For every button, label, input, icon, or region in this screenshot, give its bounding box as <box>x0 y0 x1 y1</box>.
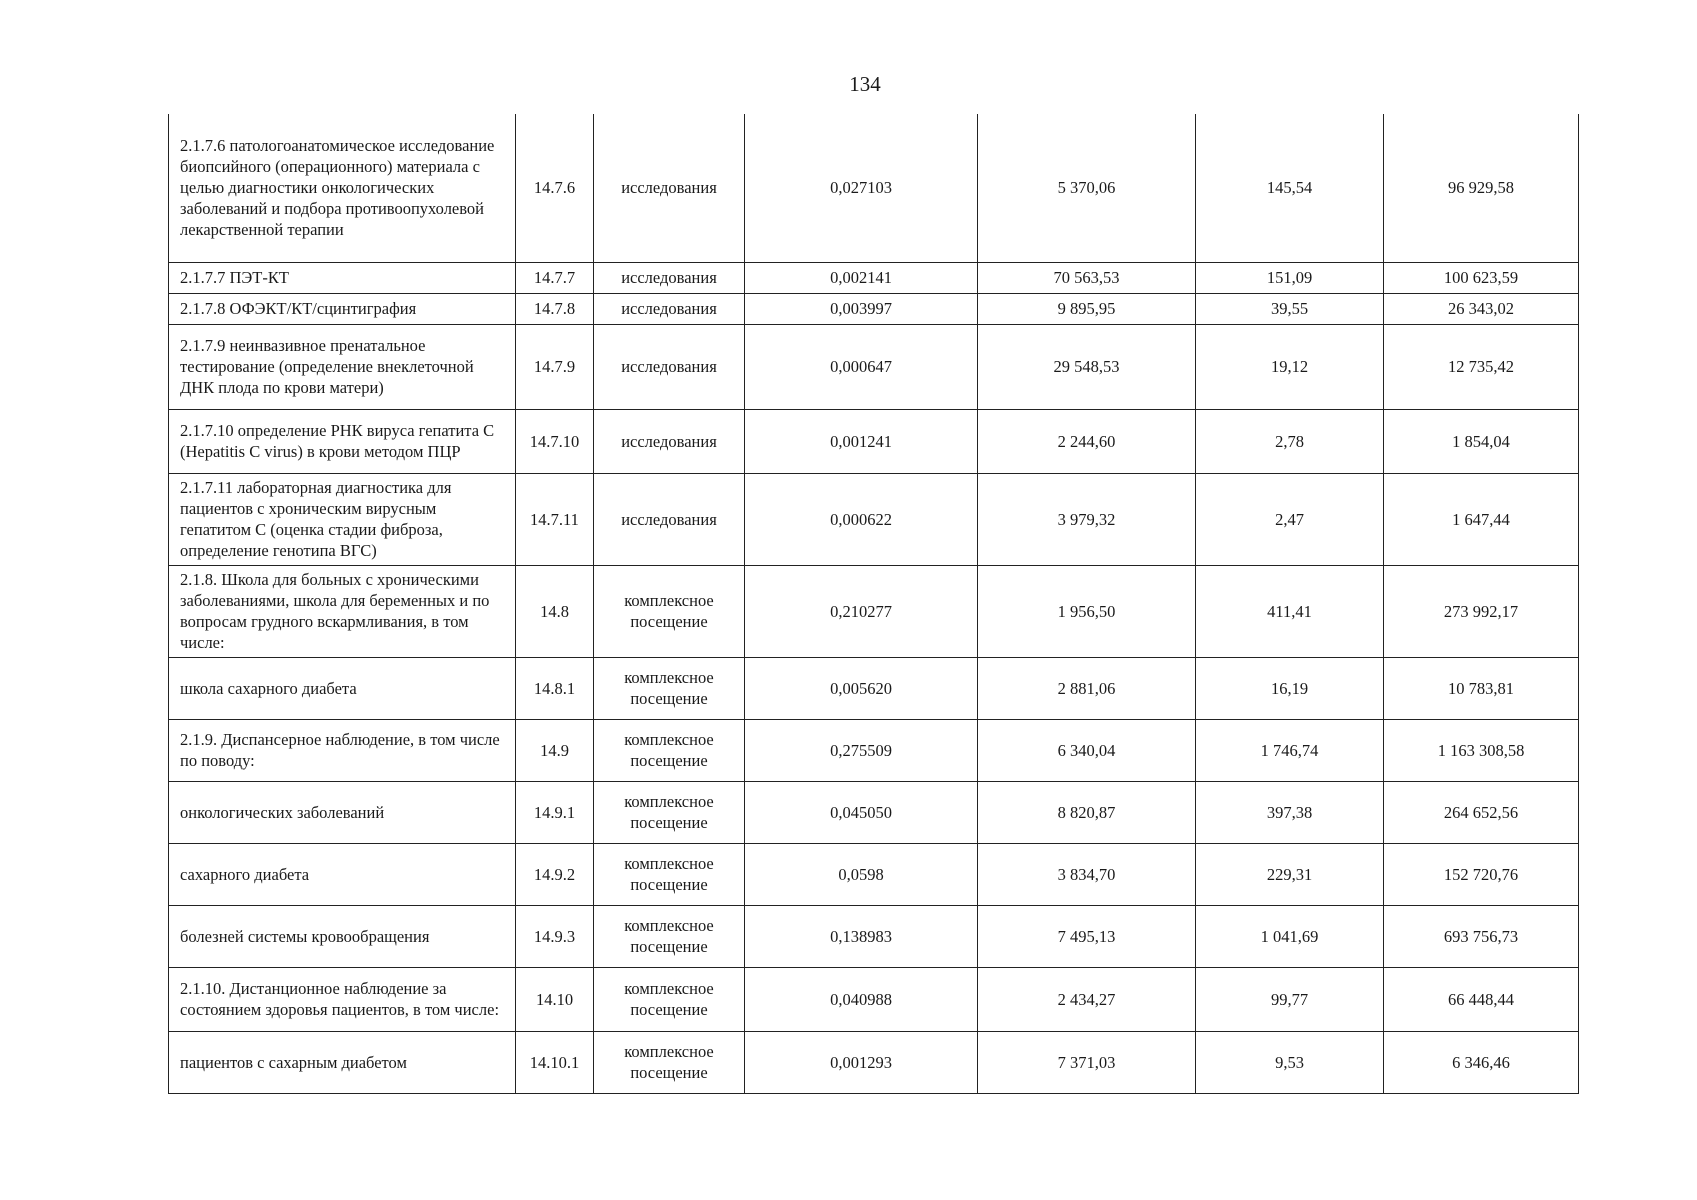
row-cost: 1 956,50 <box>978 565 1196 657</box>
row-total: 26 343,02 <box>1384 293 1579 324</box>
row-total: 12 735,42 <box>1384 324 1579 409</box>
row-code: 14.7.8 <box>516 293 594 324</box>
row-per-capita: 16,19 <box>1196 657 1384 719</box>
row-norm: 0,0598 <box>745 843 978 905</box>
row-total: 96 929,58 <box>1384 114 1579 262</box>
row-name: 2.1.7.10 определение РНК вируса гепатита С (Hepatitis C virus) в крови методом ПЦР <box>169 409 516 473</box>
row-total: 693 756,73 <box>1384 905 1579 967</box>
row-code: 14.8.1 <box>516 657 594 719</box>
row-per-capita: 145,54 <box>1196 114 1384 262</box>
row-per-capita: 229,31 <box>1196 843 1384 905</box>
page-number: 134 <box>849 72 881 96</box>
row-cost: 9 895,95 <box>978 293 1196 324</box>
table-row <box>169 1031 1579 1093</box>
row-unit: исследования <box>594 262 745 293</box>
row-per-capita: 2,78 <box>1196 409 1384 473</box>
row-code: 14.7.11 <box>516 473 594 565</box>
row-name: 2.1.8. Школа для больных с хроническими заболеваниями, школа для беременных и по вопросам грудного вскармливания, в том числе: <box>169 565 516 657</box>
row-per-capita: 39,55 <box>1196 293 1384 324</box>
row-code: 14.7.7 <box>516 262 594 293</box>
row-code: 14.7.6 <box>516 114 594 262</box>
table-row <box>169 565 1579 657</box>
row-per-capita: 411,41 <box>1196 565 1384 657</box>
table-row <box>169 843 1579 905</box>
row-per-capita: 397,38 <box>1196 781 1384 843</box>
table-row <box>169 293 1579 324</box>
row-norm: 0,000622 <box>745 473 978 565</box>
row-total: 152 720,76 <box>1384 843 1579 905</box>
row-code: 14.9 <box>516 719 594 781</box>
table-row <box>169 324 1579 409</box>
row-unit: исследования <box>594 324 745 409</box>
row-norm: 0,001241 <box>745 409 978 473</box>
table-row <box>169 719 1579 781</box>
row-name: 2.1.9. Диспансерное наблюдение, в том числе по поводу: <box>169 719 516 781</box>
row-name: 2.1.10. Дистанционное наблюдение за состоянием здоровья пациентов, в том числе: <box>169 967 516 1031</box>
row-norm: 0,138983 <box>745 905 978 967</box>
row-total: 264 652,56 <box>1384 781 1579 843</box>
table-row <box>169 905 1579 967</box>
row-name: сахарного диабета <box>169 843 516 905</box>
row-per-capita: 151,09 <box>1196 262 1384 293</box>
norms-table-container <box>168 114 1578 1094</box>
row-norm: 0,002141 <box>745 262 978 293</box>
row-unit: комплексное посещение <box>594 1031 745 1093</box>
norms-table <box>168 114 1579 1094</box>
row-unit: комплексное посещение <box>594 905 745 967</box>
row-norm: 0,045050 <box>745 781 978 843</box>
row-code: 14.9.1 <box>516 781 594 843</box>
row-total: 1 854,04 <box>1384 409 1579 473</box>
row-code: 14.7.9 <box>516 324 594 409</box>
row-cost: 7 495,13 <box>978 905 1196 967</box>
row-total: 66 448,44 <box>1384 967 1579 1031</box>
table-row <box>169 473 1579 565</box>
row-cost: 8 820,87 <box>978 781 1196 843</box>
row-name: школа сахарного диабета <box>169 657 516 719</box>
row-cost: 7 371,03 <box>978 1031 1196 1093</box>
row-cost: 2 244,60 <box>978 409 1196 473</box>
row-per-capita: 9,53 <box>1196 1031 1384 1093</box>
row-unit: комплексное посещение <box>594 657 745 719</box>
row-unit: комплексное посещение <box>594 565 745 657</box>
row-cost: 5 370,06 <box>978 114 1196 262</box>
row-norm: 0,000647 <box>745 324 978 409</box>
row-norm: 0,001293 <box>745 1031 978 1093</box>
table-row <box>169 781 1579 843</box>
row-norm: 0,005620 <box>745 657 978 719</box>
row-total: 10 783,81 <box>1384 657 1579 719</box>
row-name: 2.1.7.11 лабораторная диагностика для пациентов с хроническим вирусным гепатитом С (оценка стадии фиброза, определение генотипа ВГС) <box>169 473 516 565</box>
row-cost: 3 834,70 <box>978 843 1196 905</box>
row-code: 14.10.1 <box>516 1031 594 1093</box>
row-norm: 0,040988 <box>745 967 978 1031</box>
row-unit: исследования <box>594 473 745 565</box>
row-code: 14.8 <box>516 565 594 657</box>
row-code: 14.9.2 <box>516 843 594 905</box>
row-total: 1 647,44 <box>1384 473 1579 565</box>
row-code: 14.9.3 <box>516 905 594 967</box>
row-total: 273 992,17 <box>1384 565 1579 657</box>
table-row <box>169 409 1579 473</box>
row-per-capita: 19,12 <box>1196 324 1384 409</box>
row-unit: комплексное посещение <box>594 843 745 905</box>
row-per-capita: 99,77 <box>1196 967 1384 1031</box>
row-name: 2.1.7.6 патологоанатомическое исследование биопсийного (операционного) материала с целью диагностики онкологических заболеваний и подбора противоопухолевой лекарственной терапии <box>169 114 516 262</box>
row-name: 2.1.7.8 ОФЭКТ/КТ/сцинтиграфия <box>169 293 516 324</box>
row-per-capita: 1 041,69 <box>1196 905 1384 967</box>
table-row <box>169 262 1579 293</box>
row-total: 100 623,59 <box>1384 262 1579 293</box>
row-norm: 0,027103 <box>745 114 978 262</box>
row-per-capita: 1 746,74 <box>1196 719 1384 781</box>
row-name: онкологических заболеваний <box>169 781 516 843</box>
row-name: пациентов с сахарным диабетом <box>169 1031 516 1093</box>
row-cost: 6 340,04 <box>978 719 1196 781</box>
row-unit: комплексное посещение <box>594 719 745 781</box>
row-unit: комплексное посещение <box>594 967 745 1031</box>
row-name: 2.1.7.9 неинвазивное пренатальное тестирование (определение внеклеточной ДНК плода по крови матери) <box>169 324 516 409</box>
row-cost: 29 548,53 <box>978 324 1196 409</box>
row-unit: комплексное посещение <box>594 781 745 843</box>
row-unit: исследования <box>594 409 745 473</box>
row-total: 6 346,46 <box>1384 1031 1579 1093</box>
table-row <box>169 967 1579 1031</box>
row-code: 14.7.10 <box>516 409 594 473</box>
table-row <box>169 657 1579 719</box>
row-norm: 0,210277 <box>745 565 978 657</box>
table-row <box>169 114 1579 262</box>
row-unit: исследования <box>594 293 745 324</box>
row-code: 14.10 <box>516 967 594 1031</box>
row-per-capita: 2,47 <box>1196 473 1384 565</box>
row-name: болезней системы кровообращения <box>169 905 516 967</box>
row-cost: 70 563,53 <box>978 262 1196 293</box>
row-total: 1 163 308,58 <box>1384 719 1579 781</box>
row-norm: 0,003997 <box>745 293 978 324</box>
row-cost: 2 434,27 <box>978 967 1196 1031</box>
row-norm: 0,275509 <box>745 719 978 781</box>
row-cost: 3 979,32 <box>978 473 1196 565</box>
row-unit: исследования <box>594 114 745 262</box>
row-name: 2.1.7.7 ПЭТ-КТ <box>169 262 516 293</box>
row-cost: 2 881,06 <box>978 657 1196 719</box>
